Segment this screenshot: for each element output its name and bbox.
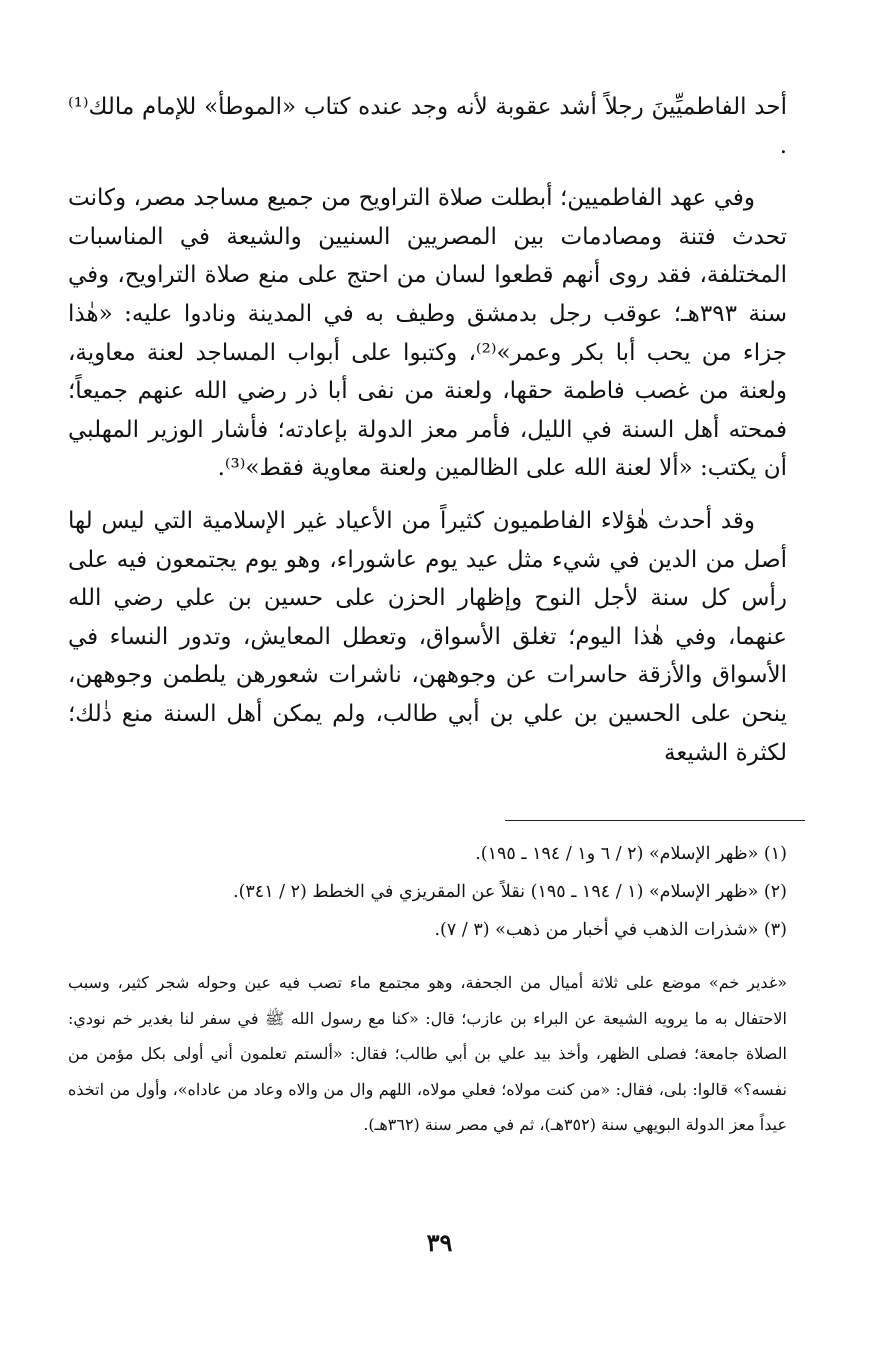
footnotes [100, 835, 787, 949]
paragraph-continuation: أحد الفاطميِّينَ رجلاً أشد عقوبة لأنه وجد عنده كتاب «الموطأ» للإمام مالك⁽¹⁾ . [68, 94, 787, 159]
paragraph-festivals: وقد أحدث هٰؤلاء الفاطميون كثيراً من الأعياد غير الإسلامية التي ليس لها أصل من الدين في شيء مثل عيد يوم عاشوراء، وهو يوم يجتمعون فيه على رأس كل سنة لأجل النوح وإظهار الحزن على حسين بن علي رضي الله عنهما، وفي هٰذا اليوم؛ تغلق الأسواق، وتعطل المعايش، وتدور النساء في الأسواق والأزقة حاسرات عن وجوههن، ناشرات شعورهن يلطمن وجوههن، ينحن على الحسين بن علي بن أبي طالب، ولم يمكن أهل السنة منع ذٰلك؛ لكثرة الشيعة [68, 507, 787, 766]
paragraph-fatimid-era: وفي عهد الفاطميين؛ أبطلت صلاة التراويح من جميع مساجد مصر، وكانت تحدث فتنة ومصادمات بين المصريين السنيين والشيعة في المناسبات المختلفة، فقد روى أنهم قطعوا لسان من احتج على منع صلاة التراويح، وفي سنة ٣٩٣هـ؛ عوقب رجل بدمشق وطيف به في المدينة ونادوا عليه: «هٰذا جزاء من يحب أبا بكر وعمر»⁽²⁾، وكتبوا على أبواب المساجد لعنة معاوية، ولعنة من غصب فاطمة حقها، ولعنة من نفى أبا ذر رضي الله عنهم جميعاً؛ فمحته أهل السنة في الليل، فأمر معز الدولة بإعادته؛ فأشار الوزير المهلبي أن يكتب: «ألا لعنة الله على الظالمين ولعنة معاوية فقط»⁽³⁾. [68, 185, 788, 482]
footnote-2: (٢) «ظهر الإسلام» (١ / ١٩٤ ـ ١٩٥) نقلاً عن المقريزي في الخطط (٢ / ٣٤١). [233, 882, 787, 902]
main-text [68, 88, 787, 772]
ghadir-khumm-note [68, 965, 787, 1143]
footnote-3: (٣) «شذرات الذهب في أخبار من ذهب» (٣ / ٧). [434, 920, 787, 940]
footnote-separator [505, 820, 805, 821]
footnote-1: (١) «ظهر الإسلام» (٢ / ٦ و١ / ١٩٤ ـ ١٩٥). [475, 844, 787, 864]
page-number: ٣٩ [426, 1228, 453, 1257]
ghadir-khumm-note-text: «غدير خم» موضع على ثلاثة أميال من الجحفة، وهو مجتمع ماء تصب فيه عين وحوله شجر كثير، وسبب الاحتفال به ما يرويه الشيعة عن البراء بن عازب؛ قال: «كنا مع رسول الله ﷺ في سفر لنا بغدير خم نودي: الصلاة جامعة؛ فصلى الظهر، وأخذ بيد علي بن أبي طالب؛ فقال: «ألستم تعلمون أني أولى بكل مؤمن من نفسه؟» قالوا: بلى، فقال: «من كنت مولاه؛ فعلي مولاه، اللهم وال من والاه وعاد من عاداه»، وأول من اتخذه عيداً معز الدولة البويهي سنة (٣٥٢هـ)، ثم في مصر سنة (٣٦٢هـ). [68, 973, 788, 1134]
